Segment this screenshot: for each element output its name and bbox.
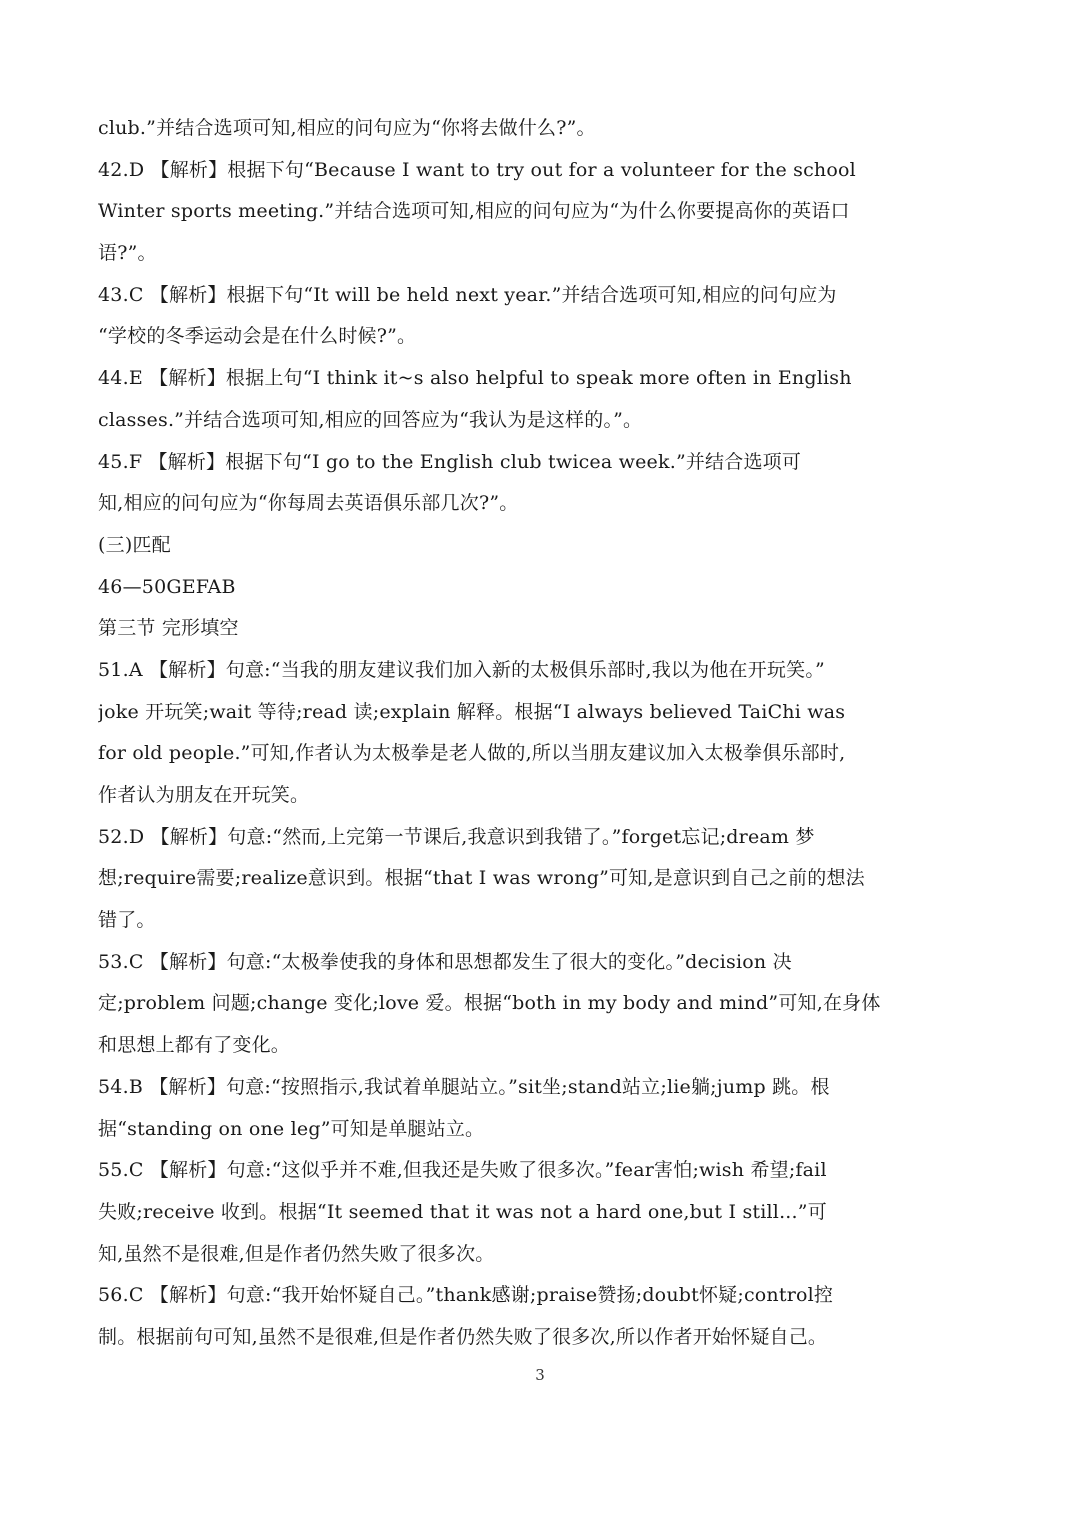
text-line: 45.F 【解析】根据下句“I go to the English club twicea week.”并结合选项可	[98, 450, 802, 473]
text-line: 54.B 【解析】句意:“按照指示,我试着单腿站立。”sit坐;stand站立;lie躺;jump 跳。根	[98, 1075, 830, 1098]
text-line: 42.D 【解析】根据下句“Because I want to try out for a volunteer for the school	[98, 158, 856, 181]
text-line: 失败;receive 收到。根据“It seemed that it was not a hard one,but I still...”可	[98, 1200, 827, 1223]
text-line: 知,虽然不是很难,但是作者仍然失败了很多次。	[98, 1242, 495, 1265]
text-line: 语?”。	[98, 242, 157, 265]
text-line: 定;problem 问题;change 变化;love 爱。根据“both in my body and mind”可知,在身体	[98, 992, 881, 1015]
text-line: 制。根据前句可知,虽然不是很难,但是作者仍然失败了很多次,所以作者开始怀疑自己。	[98, 1325, 828, 1348]
page-number: 3	[535, 1366, 545, 1384]
text-line: 55.C 【解析】句意:“这似乎并不难,但我还是失败了很多次。”fear害怕;wish 希望;fail	[98, 1159, 827, 1182]
text-line: 想;require需要;realize意识到。根据“that I was wrong”可知,是意识到自己之前的想法	[98, 867, 865, 890]
text-line: 56.C 【解析】句意:“我开始怀疑自己。”thank感谢;praise赞扬;doubt怀疑;control控	[98, 1284, 834, 1307]
text-line: club.”并结合选项可知,相应的问句应为“你将去做什么?”。	[98, 117, 596, 139]
text-line: 53.C 【解析】句意:“太极拳使我的身体和思想都发生了很大的变化。”decision 决	[98, 950, 792, 973]
text-line: “学校的冬季运动会是在什么时候?”。	[98, 325, 417, 348]
text-line: joke 开玩笑;wait 等待;read 读;explain 解释。根据“I always believed TaiChi was	[98, 700, 846, 723]
text-line: classes.”并结合选项可知,相应的回答应为“我认为是这样的。”。	[98, 408, 643, 431]
text-line: for old people.”可知,作者认为太极拳是老人做的,所以当朋友建议加入太极拳俱乐部时,	[98, 742, 846, 765]
text-line: 51.A 【解析】句意:“当我的朋友建议我们加入新的太极俱乐部时,我以为他在开玩笑。”	[98, 658, 825, 681]
text-line: 知,相应的问句应为“你每周去英语俱乐部几次?”。	[98, 492, 519, 515]
document-body	[98, 108, 988, 1359]
text-line: 46—50GEFAB	[98, 575, 236, 598]
text-line: Winter sports meeting.”并结合选项可知,相应的问句应为“为什么你要提高你的英语口	[98, 200, 850, 223]
section-heading: (三)匹配	[98, 533, 171, 556]
text-line: 44.E 【解析】根据上句“I think it~s also helpful to speak more often in English	[98, 367, 852, 390]
text-line: 52.D 【解析】句意:“然而,上完第一节课后,我意识到我错了。”forget忘记;dream 梦	[98, 825, 815, 848]
text-line: 43.C 【解析】根据下句“It will be held next year.”并结合选项可知,相应的问句应为	[98, 283, 837, 306]
text-line: 和思想上都有了变化。	[98, 1034, 291, 1057]
text-line: 错了。	[98, 909, 156, 932]
text-line: 作者认为朋友在开玩笑。	[98, 784, 310, 806]
text-line: 据“standing on one leg”可知是单腿站立。	[98, 1117, 485, 1140]
section-heading: 第三节 完形填空	[98, 617, 239, 640]
